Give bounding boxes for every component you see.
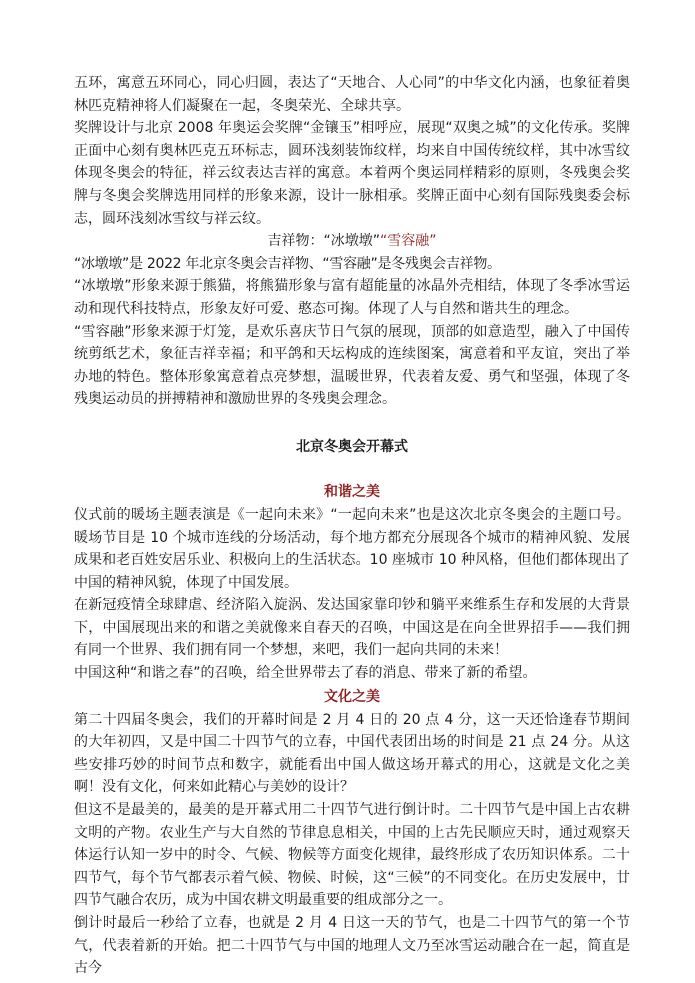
culture-paragraph-2: 但这不是最美的，最美的是开幕式用二十四节气进行倒计时。二十四节气是中国上古农耕文明的产物。农业生产与大自然的节律息息相关，中国的上古先民顺应天时，通过观察天体运行认知一岁中的时令、气候、物候等方面变化规律，最终形成了农历知识体系。二十四节气，每个节气都表示着气候、物候、时候，这“三候”的不同变化。在历史发展中，廿四节气融合农历，成为中国农耕文明最重要的组成部分之一。 (74, 802, 630, 909)
harmony-paragraph-2: 在新冠疫情全球肆虐、经济陷入旋涡、发达国家靠印钞和躺平来维系生存和发展的大背景下，中国展现出来的和谐之美就像来自春天的召唤，中国这是在向全世界招手——我们拥有同一个世界、我们拥有同一个梦想，来吧，我们一起向共同的未来！ (74, 597, 630, 659)
mascot-paragraph-2: “冰墩墩”形象来源于熊猫，将熊猫形象与富有超能量的冰晶外壳相结，体现了冬季冰雪运动和现代科技特点，形象友好可爱、憨态可掬。体现了人与自然和谐共生的理念。 (74, 278, 630, 317)
document-page (74, 72, 630, 980)
harmony-heading: 和谐之美 (324, 483, 380, 500)
culture-heading: 文化之美 (324, 688, 380, 705)
culture-paragraph-1: 第二十四届冬奥会，我们的开幕时间是 2 月 4 日的 20 点 4 分，这一天还恰逢春节期间的大年初四，又是中国二十四节气的立春，中国代表团出场的时间是 21 点 24 分。从这些安排巧妙的时间节点和数字，就能看出中国人做这场开幕式的用心，这就是文化之美啊！没有文化，何来如此精心与美妙的设计？ (74, 711, 630, 796)
mascot-paragraph-1: “冰墩墩”是 2022 年北京冬奥会吉祥物、“雪容融”是冬残奥会吉祥物。 (74, 255, 501, 272)
harmony-paragraph-1: 仪式前的暖场主题表演是《一起向未来》“一起向未来”也是这次北京冬奥会的主题口号。暖场节目是 10 个城市连线的分场活动，每个地方都充分展现各个城市的精神风貌、发展成果和老百姓安居乐业、积极向上的生活状态。10 座城市 10 种风格，但他们都体现出了中国的精神风貌，体现了中国发展。 (74, 506, 630, 591)
mascot-paragraph-3: “雪容融”形象来源于灯笼，是欢乐喜庆节日气氛的展现，顶部的如意造型，融入了中国传统剪纸艺术，象征吉祥幸福；和平鸽和天坛构成的连续图案，寓意着和平友谊，突出了举办地的特色。整体形象寓意着点亮梦想，温暖世界，代表着友爱、勇气和坚强，体现了冬残奥运动员的拼搏精神和激励世界的冬残奥会理念。 (74, 323, 630, 408)
harmony-paragraph-3: 中国这种“和谐之春”的召唤，给全世界带去了春的消息、带来了新的希望。 (74, 665, 537, 682)
culture-paragraph-3: 倒计时最后一秒给了立春，也就是 2 月 4 日这一天的节气，也是二十四节气的第一个节气，代表着新的开始。把二十四节气与中国的地理人文乃至冰雪运动融合在一起，简直是古今 (74, 915, 630, 977)
opening-title: 北京冬奥会开幕式 (296, 438, 408, 455)
medal-paragraph-1: 五环，寓意五环同心，同心归圆，表达了“天地合、人心同”的中华文化内涵，也象征着奥林匹克精神将人们凝聚在一起，冬奥荣光、全球共享。 (74, 75, 630, 114)
mascot-title-prefix: 吉祥物：“冰墩墩” (267, 233, 380, 250)
medal-paragraph-2: 奖牌设计与北京 2008 年奥运会奖牌“金镶玉”相呼应，展现“双奥之城”的文化传承。奖牌正面中心刻有奥林匹克五环标志，圆环浅刻装饰纹样，均来自中国传统纹样，其中冰雪纹体现冬奥会的特征，祥云纹表达吉祥的寓意。本着两个奥运同样精彩的原则，冬残奥会奖牌与冬奥会奖牌选用同样的形象来源，设计一脉相承。奖牌正面中心刻有国际残奥委会标志，圆环浅刻冰雪纹与祥云纹。 (74, 120, 630, 227)
mascot-title-second: “雪容融” (380, 233, 437, 250)
mascot-title (74, 230, 630, 253)
